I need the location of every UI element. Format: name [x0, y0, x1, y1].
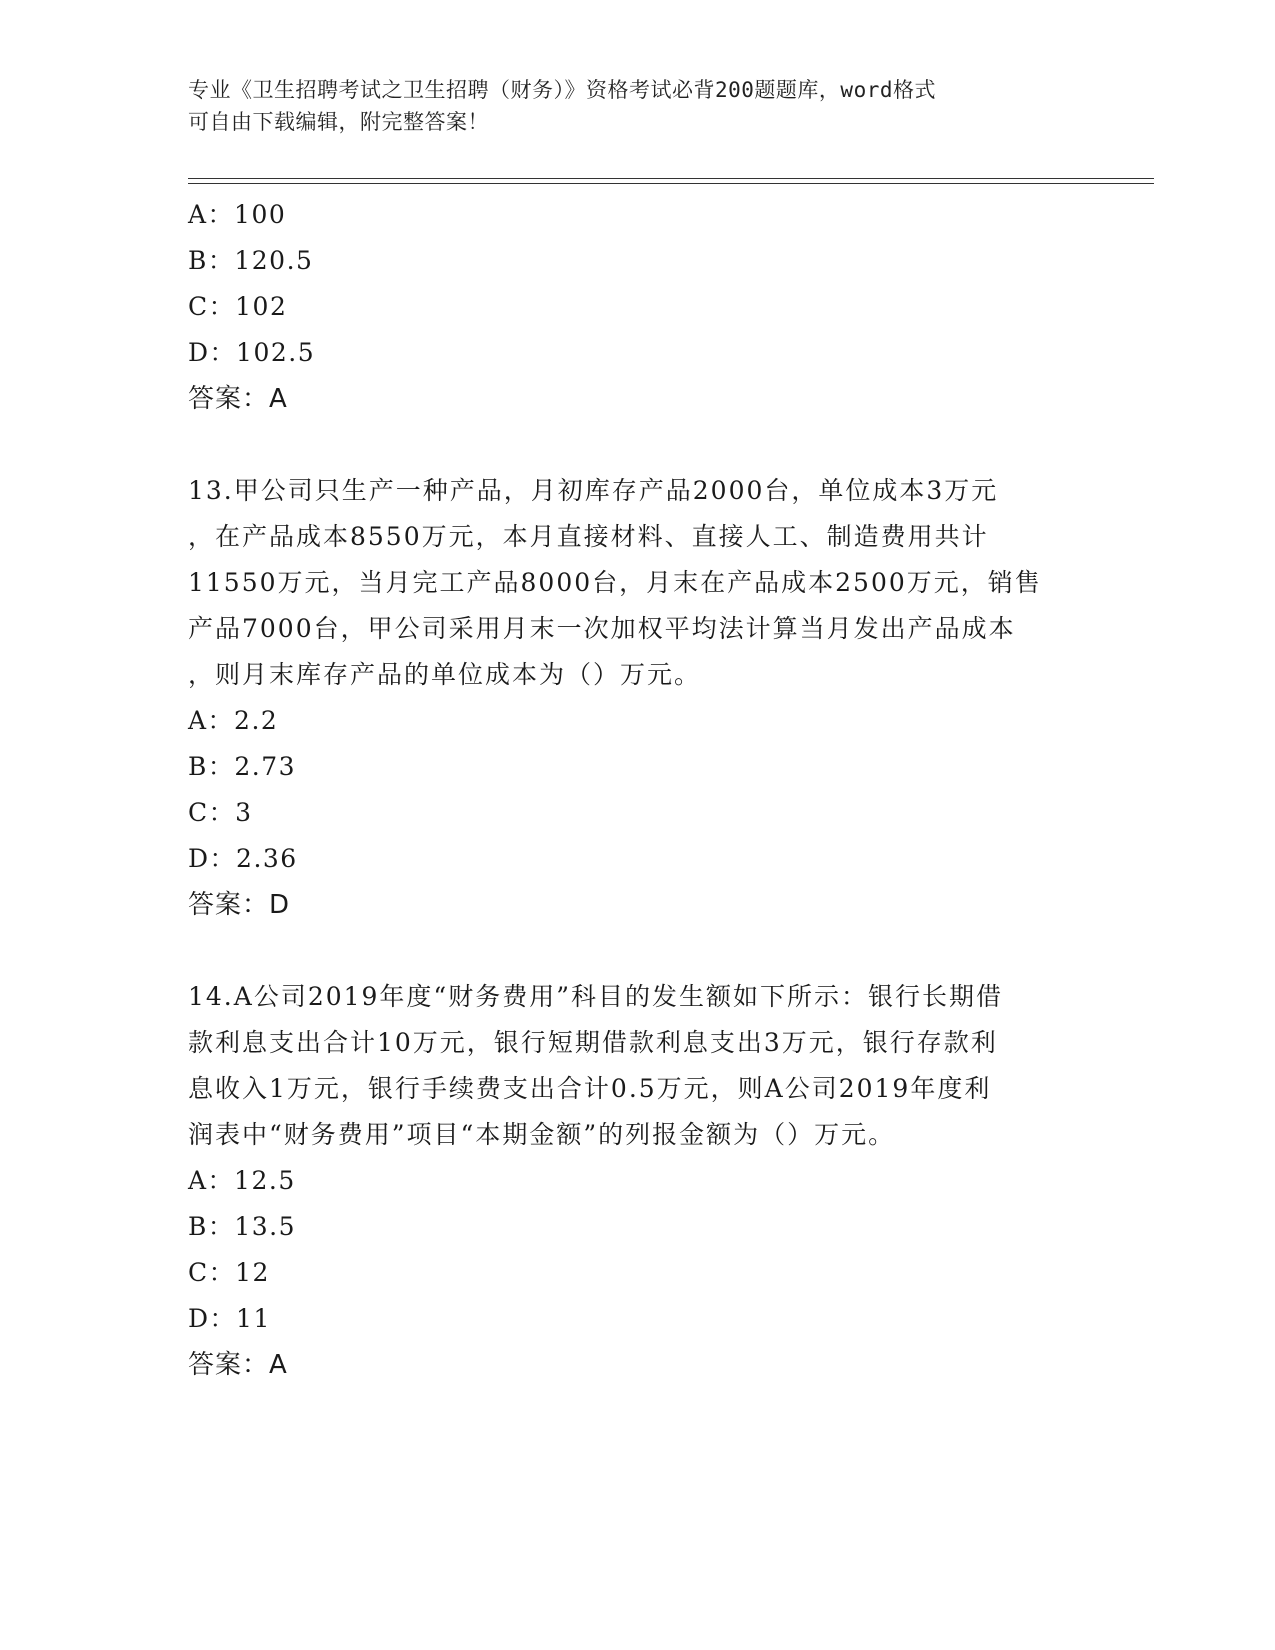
question-stem-line: 润表中“财务费用”项目“本期金额”的列报金额为（）万元。 [188, 1120, 896, 1149]
option-b: B：120.5 [188, 246, 314, 275]
option-b: B：13.5 [188, 1212, 297, 1241]
question-stem-line: 11550万元，当月完工产品8000台，月末在产品成本2500万元，销售 [188, 568, 1042, 597]
option-c: C：12 [188, 1258, 270, 1287]
option-d: D：2.36 [188, 844, 298, 873]
question-stem-line: 款利息支出合计10万元，银行短期借款利息支出3万元，银行存款利 [188, 1028, 998, 1057]
question-block [188, 974, 1088, 1388]
header-divider [188, 183, 1154, 184]
option-d: D：102.5 [188, 338, 316, 367]
header-divider [188, 178, 1154, 179]
option-a: A：12.5 [188, 1166, 296, 1195]
option-a: A：100 [188, 200, 287, 229]
document-header [188, 74, 1068, 138]
option-d: D：11 [188, 1304, 271, 1333]
option-b: B：2.73 [188, 752, 297, 781]
option-c: C：3 [188, 798, 253, 827]
answer-line: 答案：A [188, 384, 288, 414]
header-line: 专业《卫生招聘考试之卫生招聘（财务）》资格考试必背200题题库，word格式 [188, 78, 936, 102]
question-stem-line: ，在产品成本8550万元，本月直接材料、直接人工、制造费用共计 [188, 522, 989, 551]
question-stem-line: 产品7000台，甲公司采用月末一次加权平均法计算当月发出产品成本 [188, 614, 1016, 643]
header-line: 可自由下载编辑，附完整答案！ [188, 110, 489, 134]
question-stem-line: ，则月末库存产品的单位成本为（）万元。 [188, 660, 702, 689]
option-a: A：2.2 [188, 706, 279, 735]
question-block [188, 192, 1088, 422]
answer-line: 答案：A [188, 1350, 288, 1380]
question-stem-line: 13.甲公司只生产一种产品，月初库存产品2000台，单位成本3万元 [188, 476, 999, 505]
option-c: C：102 [188, 292, 288, 321]
question-block [188, 468, 1088, 928]
question-stem-line: 14.A公司2019年度“财务费用”科目的发生额如下所示：银行长期借 [188, 982, 1003, 1011]
answer-line: 答案：D [188, 890, 291, 920]
question-list [188, 192, 1088, 1388]
question-stem-line: 息收入1万元，银行手续费支出合计0.5万元，则A公司2019年度利 [188, 1074, 992, 1103]
